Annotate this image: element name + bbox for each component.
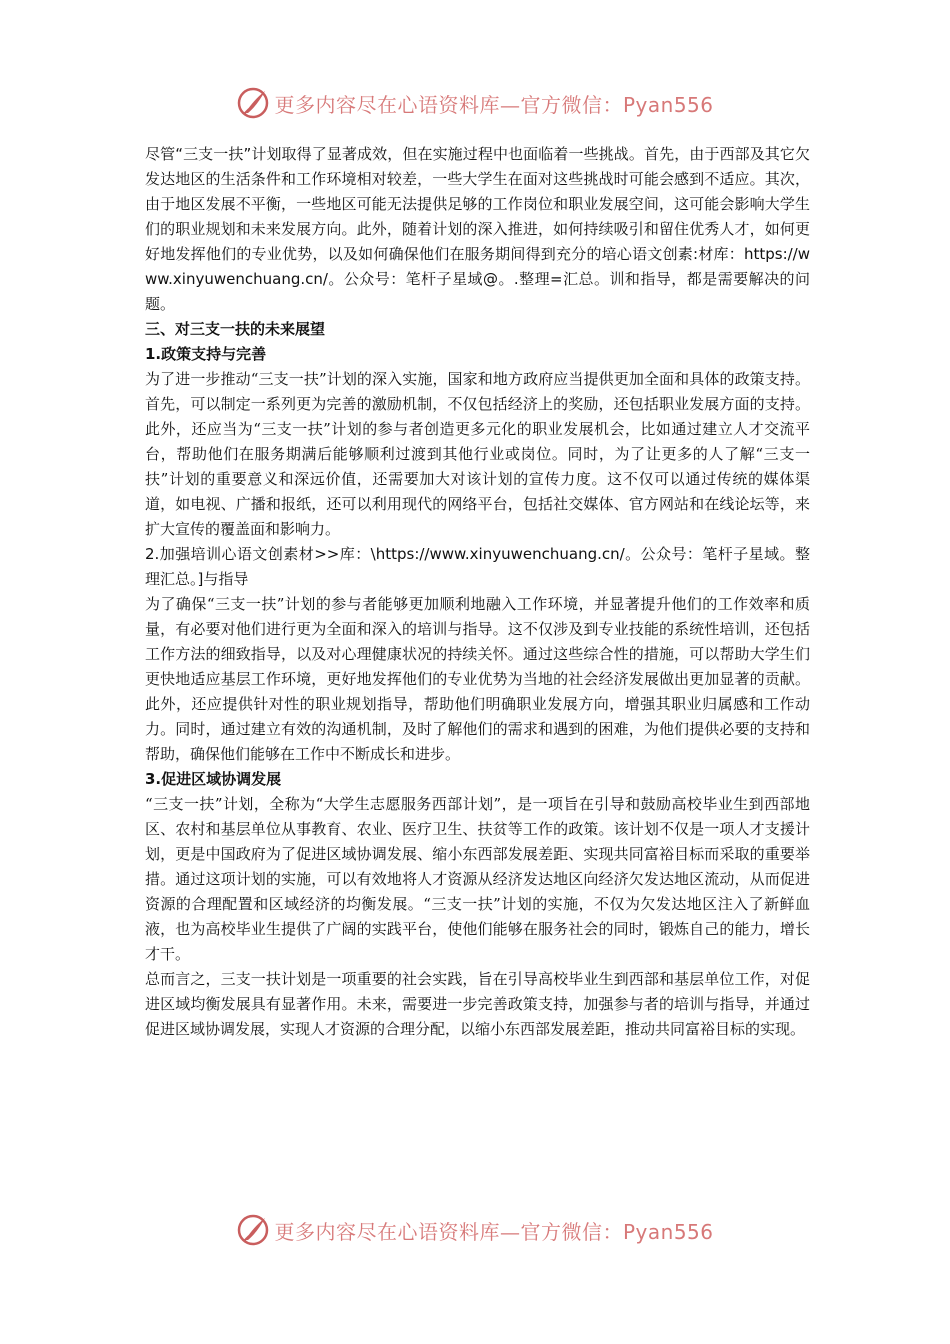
paragraph-policy-support: 为了进一步推动“三支一扶”计划的深入实施，国家和地方政府应当提供更加全面和具体的政策支持。首先，可以制定一系列更为完善的激励机制，不仅包括经济上的奖励，还包括职业发展方面的支持。此外，还应当为“三支一扶”计划的参与者创造更多元化的职业发展机会，比如通过建立人才交流平台，帮助他们在服务期满后能够顺利过渡到其他行业或岗位。同时，为了让更多的人了解“三支一扶”计划的重要意义和深远价值，还需要加大对该计划的宣传力度。这不仅可以通过传统的媒体渠道，如电视、广播和报纸，还可以利用现代的网络平台，包括社交媒体、官方网站和在线论坛等，来扩大宣传的覆盖面和影响力。 (145, 370, 810, 538)
footer-banner (0, 1208, 950, 1252)
subheading-training: 2.加强培训心语文创素材>>库：\https://www.xinyuwenchuang.cn/。公众号：笔杆子星域。整理汇总。]与指导 (145, 545, 810, 588)
banner-text: 更多内容尽在心语资料库—官方微信：Pyan556 (274, 92, 714, 117)
paragraph-regional-development: “三支一扶”计划，全称为“大学生志愿服务西部计划”，是一项旨在引导和鼓励高校毕业生到西部地区、农村和基层单位从事教育、农业、医疗卫生、扶贫等工作的政策。该计划不仅是一项人才支援计划，更是中国政府为了促进区域协调发展、缩小东西部发展差距、实现共同富裕目标而采取的重要举措。通过这项计划的实施，可以有效地将人才资源从经济发达地区向经济欠发达地区流动，从而促进资源的合理配置和区域经济的均衡发展。“三支一扶”计划的实施，不仅为欠发达地区注入了新鲜血液，也为高校毕业生提供了广阔的实践平台，使他们能够在服务社会的同时，锻炼自己的能力，增长才干。 (145, 795, 810, 963)
subheading-regional-development: 3.促进区域协调发展 (145, 770, 282, 788)
paragraph-training: 为了确保“三支一扶”计划的参与者能够更加顺利地融入工作环境，并显著提升他们的工作效率和质量，有必要对他们进行更为全面和深入的培训与指导。这不仅涉及到专业技能的系统性培训，还包括工作方法的细致指导，以及对心理健康状况的持续关怀。通过这些综合性的措施，可以帮助大学生们更快地适应基层工作环境，更好地发挥他们的专业优势为当地的社会经济发展做出更加显著的贡献。此外，还应提供针对性的职业规划指导，帮助他们明确职业发展方向，增强其职业归属感和工作动力。同时，通过建立有效的沟通机制，及时了解他们的需求和遇到的困难，为他们提供必要的支持和帮助，确保他们能够在工作中不断成长和进步。 (145, 595, 810, 763)
document-body (145, 142, 810, 1042)
paragraph-challenges: 尽管“三支一扶”计划取得了显著成效，但在实施过程中也面临着一些挑战。首先，由于西部及其它欠发达地区的生活条件和工作环境相对较差，一些大学生在面对这些挑战时可能会感到不适应。其次，由于地区发展不平衡，一些地区可能无法提供足够的工作岗位和职业发展空间，这可能会影响大学生们的职业规划和未来发展方向。此外，随着计划的深入推进，如何持续吸引和留住优秀人才，如何更好地发挥他们的专业优势，以及如何确保他们在服务期间得到充分的培心语文创素:材库：https://www.xinyuwenchuang.cn/。公众号：笔杆子星域@。.整理=汇总。训和指导，都是需要解决的问题。 (145, 145, 810, 313)
banner-text: 更多内容尽在心语资料库—官方微信：Pyan556 (274, 1219, 714, 1244)
paragraph-conclusion: 总而言之，三支一扶计划是一项重要的社会实践，旨在引导高校毕业生到西部和基层单位工作，对促进区域均衡发展具有显著作用。未来，需要进一步完善政策支持，加强参与者的培训与指导，并通过促进区域协调发展，实现人才资源的合理分配，以缩小东西部发展差距，推动共同富裕目标的实现。 (145, 970, 810, 1038)
quill-logo-icon (236, 1213, 270, 1247)
subheading-policy-support: 1.政策支持与完善 (145, 345, 267, 363)
header-banner (0, 81, 950, 125)
quill-logo-icon (236, 86, 270, 120)
section-heading-outlook: 三、对三支一扶的未来展望 (145, 320, 326, 338)
